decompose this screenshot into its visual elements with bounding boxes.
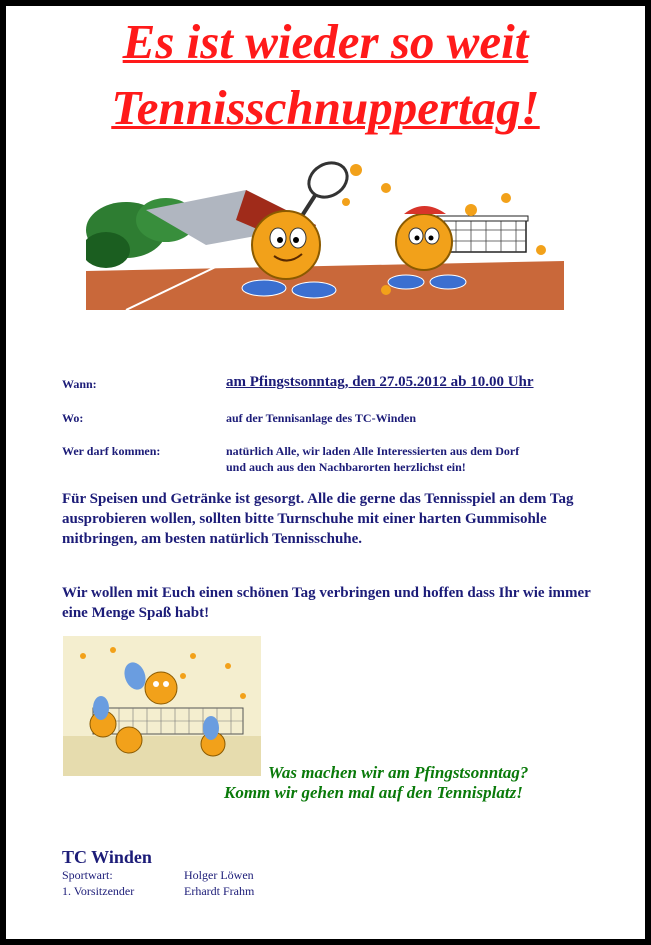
name-sportwart: Holger Löwen [184,868,254,882]
info-paragraph: Für Speisen und Getränke ist gesorgt. Alle die gerne das Tennisspiel an dem Tag ausprobieren wollen, sollten bitte Turnschuhe mit einer harten Gummisohle mitbringen, am besten natürlich Tennisschuhe. [62,491,574,547]
who-value-line-2: und auch aus den Nachbarorten herzlichst ein! [226,460,466,474]
role-sportwart: Sportwart: [62,868,113,882]
headline-line-1: Es ist wieder so weit [122,14,529,69]
headline-line-2: Tennisschnuppertag! [111,80,540,135]
when-value: am Pfingstsonntag, den 27.05.2012 ab 10.00 Uhr [226,374,534,390]
tennis-cartoon-illustration [86,150,564,310]
invitation-paragraph: Wir wollen mit Euch einen schönen Tag verbringen und hoffen dass Ihr wie immer eine Menge Spaß habt! [62,585,591,621]
who-value-line-1: natürlich Alle, wir laden Alle Interessierten aus dem Dorf [226,444,520,458]
name-chairman: Erhardt Frahm [184,884,255,898]
where-label: Wo: [62,411,84,425]
tennis-net-cartoon-illustration [63,636,261,776]
when-label: Wann: [62,377,97,391]
where-value: auf der Tennisanlage des TC-Winden [226,411,417,425]
role-chairman: 1. Vorsitzender [62,884,135,898]
slogan-line-1: Was machen wir am Pfingstsonntag? [268,763,529,782]
club-name: TC Winden [62,847,152,867]
slogan-line-2: Komm wir gehen mal auf den Tennisplatz! [224,783,523,802]
who-label: Wer darf kommen: [62,444,161,458]
